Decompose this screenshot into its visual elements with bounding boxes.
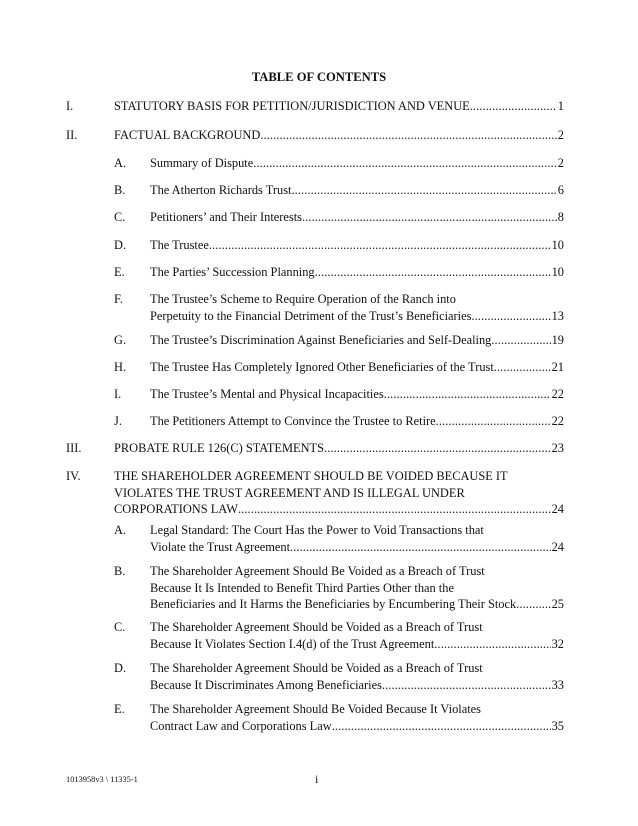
dot-leader xyxy=(238,501,551,518)
toc-entry-number: II. xyxy=(66,128,78,142)
toc-entry-number: I. xyxy=(66,99,74,113)
dot-leader xyxy=(302,209,557,226)
toc-entry-text: THE SHAREHOLDER AGREEMENT SHOULD BE VOIDED BECAUSE IT xyxy=(114,469,508,483)
toc-entry-text: Because It Violates Section I.4(d) of the Trust Agreement xyxy=(150,636,435,651)
toc-entry-text: The Petitioners Attempt to Convince the Trustee to Retire xyxy=(150,414,436,428)
toc-entry-number: B. xyxy=(114,564,126,578)
dot-leader xyxy=(436,413,551,430)
dot-leader xyxy=(384,386,551,403)
dot-leader xyxy=(253,155,557,172)
toc-entry-number: IV. xyxy=(66,469,81,483)
toc-entry-text: FACTUAL BACKGROUND xyxy=(114,128,261,142)
toc-entry-text: STATUTORY BASIS FOR PETITION/JURISDICTION AND VENUE xyxy=(114,99,470,113)
toc-entry-number: A. xyxy=(114,523,127,537)
toc-entry-text: Because It Is Intended to Benefit Third Parties Other than the xyxy=(150,580,454,595)
dot-leader xyxy=(494,359,551,376)
toc-page-number: 22 xyxy=(551,387,564,401)
dot-leader xyxy=(471,308,550,325)
toc-page-number: 22 xyxy=(551,414,564,428)
toc-entry-text: The Trustee xyxy=(150,238,209,252)
toc-page-number: 25 xyxy=(551,597,564,612)
toc-page-number: 8 xyxy=(557,210,564,224)
dot-leader xyxy=(382,677,551,694)
toc-page-number: 13 xyxy=(551,308,564,323)
dot-leader xyxy=(291,182,556,199)
document-id: 1013958v3 \ 11335-1 xyxy=(66,775,138,784)
toc-page-number: 24 xyxy=(551,539,564,554)
dot-leader xyxy=(434,636,550,653)
toc-entry-number: B. xyxy=(114,183,126,197)
toc-entry-number: F. xyxy=(114,292,123,306)
toc-entry-number: I. xyxy=(114,387,122,401)
toc-entry-number: III. xyxy=(66,441,82,455)
toc-entry-text: The Trustee’s Mental and Physical Incapacities xyxy=(150,387,384,401)
toc-page-number: 1 xyxy=(557,99,564,113)
toc-entry-text: Beneficiaries and It Harms the Beneficiaries by Encumbering Their Stock xyxy=(150,597,517,612)
toc-entry-text: The Trustee’s Scheme to Require Operation of the Ranch into xyxy=(150,292,456,306)
toc-page-number: 19 xyxy=(551,333,564,347)
toc-entry-text: The Shareholder Agreement Should Be Voided as a Breach of Trust xyxy=(150,564,485,578)
toc-entry-text: PROBATE RULE 126(C) STATEMENTS xyxy=(114,441,324,455)
toc-entry-text: CORPORATIONS LAW xyxy=(114,502,238,517)
toc-entry-text: The Shareholder Agreement Should be Voided as a Breach of Trust xyxy=(150,620,483,634)
dot-leader xyxy=(324,440,551,457)
toc-entry-text: The Trustee Has Completely Ignored Other Beneficiaries of the Trust xyxy=(150,360,494,374)
dot-leader xyxy=(332,718,551,735)
toc-title: TABLE OF CONTENTS xyxy=(251,70,387,84)
toc-entry-text: The Atherton Richards Trust xyxy=(150,183,292,197)
toc-page-number: 2 xyxy=(557,128,564,142)
toc-page-number: 6 xyxy=(557,183,564,197)
dot-leader xyxy=(260,127,557,144)
toc-entry-text: The Shareholder Agreement Should be Voided as a Breach of Trust xyxy=(150,661,483,675)
toc-entry-text: The Trustee’s Discrimination Against Beneficiaries and Self-Dealing xyxy=(150,333,492,347)
toc-entry-text: The Parties’ Succession Planning xyxy=(150,265,315,279)
toc-page-number: 21 xyxy=(551,360,564,374)
toc-page-number: 10 xyxy=(551,238,564,252)
toc-page-number: 33 xyxy=(551,677,564,692)
toc-entry-number: E. xyxy=(114,702,125,716)
toc-entry-number: G. xyxy=(114,333,127,347)
toc-entry-text: Contract Law and Corporations Law xyxy=(150,718,332,733)
page-number: i xyxy=(315,772,319,786)
toc-page-number: 24 xyxy=(551,502,564,517)
toc-entry-text: Legal Standard: The Court Has the Power to Void Transactions that xyxy=(150,523,484,537)
toc-entry-text: VIOLATES THE TRUST AGREEMENT AND IS ILLEGAL UNDER xyxy=(114,485,465,500)
toc-entry-text: The Shareholder Agreement Should Be Voided Because It Violates xyxy=(150,702,481,716)
dot-leader xyxy=(491,332,550,349)
dot-leader xyxy=(209,237,551,254)
toc-entry-number: C. xyxy=(114,620,126,634)
toc-entry-text: Petitioners’ and Their Interests xyxy=(150,210,302,224)
toc-entry-number: D. xyxy=(114,238,127,252)
toc-page-number: 35 xyxy=(551,718,564,733)
toc-entry-number: A. xyxy=(114,156,127,170)
toc-entry-number: C. xyxy=(114,210,126,224)
toc-page-number: 10 xyxy=(551,265,564,279)
toc-entry-text: Perpetuity to the Financial Detriment of the Trust’s Beneficiaries xyxy=(150,308,472,323)
toc-entry-text: Summary of Dispute xyxy=(150,156,254,170)
toc-entry-number: D. xyxy=(114,661,127,675)
dot-leader xyxy=(470,98,557,115)
toc-page-number: 2 xyxy=(557,156,564,170)
dot-leader xyxy=(290,539,551,556)
dot-leader xyxy=(516,596,550,613)
toc-entry-number: J. xyxy=(114,414,122,428)
toc-entry-text: Because It Discriminates Among Beneficiaries xyxy=(150,677,382,692)
toc-entry-number: E. xyxy=(114,265,125,279)
dot-leader xyxy=(315,264,551,281)
toc-page-number: 23 xyxy=(551,441,564,455)
toc-entry-text: Violate the Trust Agreement xyxy=(150,539,291,554)
toc-entry-number: H. xyxy=(114,360,127,374)
toc-page-number: 32 xyxy=(551,636,564,651)
